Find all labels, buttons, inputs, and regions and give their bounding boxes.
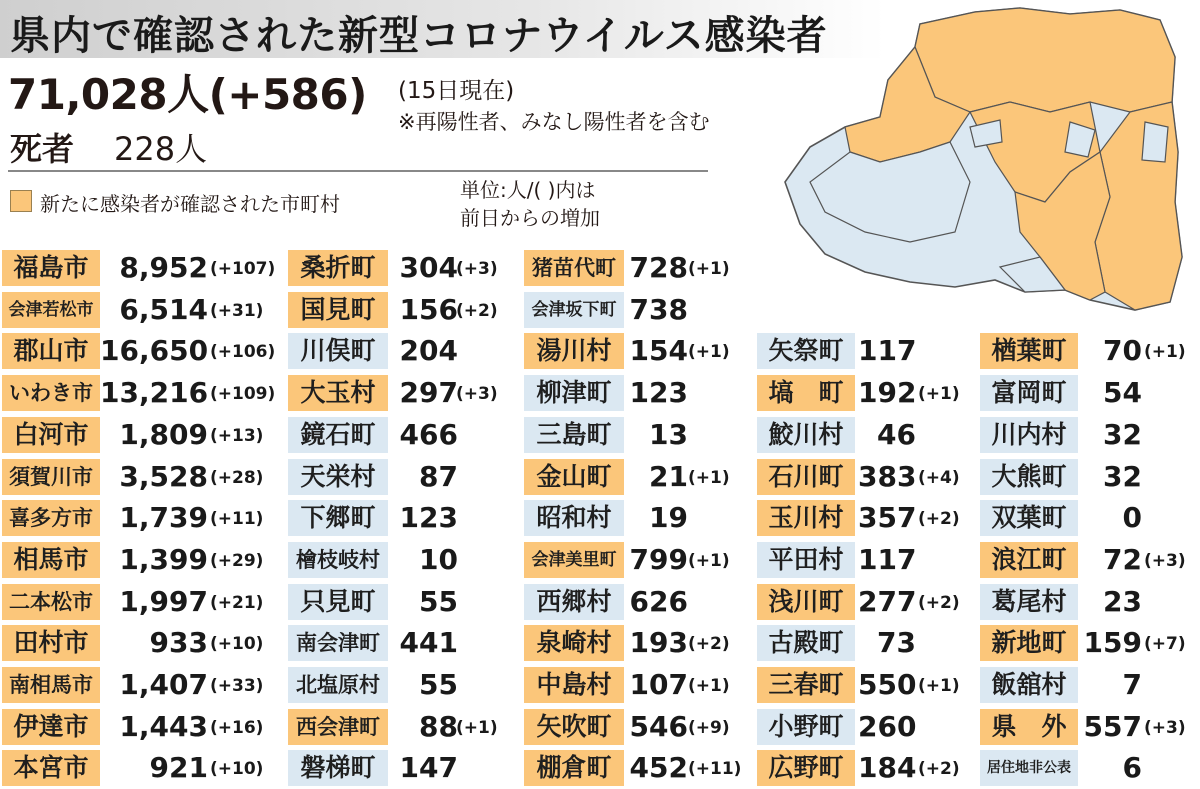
municipality-name: 大玉村: [288, 375, 388, 411]
municipality-name: 郡山市: [2, 333, 100, 369]
municipality-name: 会津美里町: [524, 542, 624, 578]
municipality-name: 川内村: [980, 417, 1078, 453]
case-count: 88: [419, 709, 458, 743]
case-count: 147: [399, 751, 458, 785]
daily-increase: (+1): [456, 717, 498, 738]
case-count: 13: [649, 417, 688, 451]
municipality-name: 川俣町: [288, 333, 388, 369]
inclusion-note: ※再陽性者、みなし陽性者を含む: [398, 110, 710, 134]
municipality-name: 会津坂下町: [524, 292, 624, 328]
total-cases: 71,028人(+586): [8, 70, 367, 119]
case-count: 204: [399, 334, 458, 368]
case-count: 32: [1103, 459, 1142, 493]
municipality-name: 猪苗代町: [524, 250, 624, 286]
case-count: 1,739: [119, 501, 208, 535]
case-count: 159: [1083, 626, 1142, 660]
case-count: 8,952: [119, 251, 208, 284]
as-of-date: (15日現在): [398, 78, 515, 104]
municipality-name: 鮫川村: [757, 417, 855, 453]
municipality-name: 田村市: [2, 625, 100, 661]
case-count: 728: [629, 251, 688, 284]
daily-increase: (+11): [688, 759, 742, 780]
municipality-name: 下郷町: [288, 500, 388, 536]
municipality-name: 平田村: [757, 542, 855, 578]
municipality-name: 古殿町: [757, 625, 855, 661]
municipality-name: 檜枝岐村: [288, 542, 388, 578]
case-count: 557: [1083, 709, 1142, 743]
municipality-name: 居住地非公表: [980, 750, 1078, 786]
daily-increase: (+33): [210, 676, 264, 696]
case-count: 19: [649, 501, 688, 535]
daily-increase: (+11): [210, 509, 264, 530]
case-count: 921: [149, 751, 208, 785]
daily-increase: (+1): [688, 259, 730, 279]
daily-increase: (+29): [210, 550, 264, 571]
municipality-name: 矢吹町: [524, 709, 624, 745]
fukushima-map: [770, 2, 1200, 322]
case-count: 277: [858, 584, 917, 618]
municipality-name: 北塩原村: [288, 667, 388, 703]
case-count: 7: [1122, 668, 1142, 701]
daily-increase: (+21): [210, 592, 264, 613]
municipality-name: 桑折町: [288, 250, 388, 286]
municipality-name: 石川町: [757, 459, 855, 495]
case-count: 6: [1122, 751, 1142, 785]
case-count: 55: [419, 668, 458, 701]
divider: [8, 170, 708, 172]
case-count: 192: [858, 376, 917, 410]
municipality-name: 柳津町: [524, 375, 624, 411]
daily-increase: (+2): [688, 634, 730, 655]
case-count: 72: [1103, 542, 1142, 576]
municipality-name: 磐梯町: [288, 750, 388, 786]
case-count: 304: [399, 251, 458, 284]
unit-note-line-1: 単位:人/( )内は: [460, 178, 596, 202]
case-count: 297: [399, 376, 458, 410]
municipality-name: 大熊町: [980, 459, 1078, 495]
map-region-coast-small: [1142, 122, 1168, 162]
daily-increase: (+7): [1144, 634, 1186, 655]
municipality-name: 会津若松市: [2, 292, 100, 328]
deaths-label: 死者: [10, 130, 75, 168]
case-count: 550: [858, 668, 917, 701]
case-count: 107: [629, 668, 688, 701]
daily-increase: (+1): [688, 467, 730, 488]
page-title: 県内で確認された新型コロナウイルス感染者: [10, 13, 828, 59]
daily-increase: (+2): [918, 592, 960, 613]
case-count: 1,809: [119, 417, 208, 451]
case-count: 6,514: [119, 292, 208, 326]
case-count: 626: [629, 584, 688, 618]
municipality-name: 西会津町: [288, 709, 388, 745]
case-count: 123: [629, 376, 688, 410]
municipality-name: 富岡町: [980, 375, 1078, 411]
municipality-name: 二本松市: [2, 584, 100, 620]
municipality-name: 棚倉町: [524, 750, 624, 786]
daily-increase: (+2): [918, 759, 960, 780]
municipality-name: 泉崎村: [524, 625, 624, 661]
municipality-name: 白河市: [2, 417, 100, 453]
daily-increase: (+3): [1144, 717, 1186, 738]
case-count: 117: [858, 542, 917, 576]
daily-increase: (+1): [1144, 342, 1186, 363]
municipality-name: 昭和村: [524, 500, 624, 536]
municipality-name: 伊達市: [2, 709, 100, 745]
case-count: 10: [419, 542, 458, 576]
municipality-name: 本宮市: [2, 750, 100, 786]
case-count: 1,443: [119, 709, 208, 743]
municipality-name: 浅川町: [757, 584, 855, 620]
legend-swatch: [10, 190, 32, 212]
case-count: 54: [1103, 376, 1142, 410]
unit-note-line-2: 前日からの増加: [460, 206, 600, 230]
municipality-name: 浪江町: [980, 542, 1078, 578]
municipality-name: 葛尾村: [980, 584, 1078, 620]
case-count: 1,997: [119, 584, 208, 618]
case-count: 933: [149, 626, 208, 660]
daily-increase: (+3): [1144, 550, 1186, 571]
case-count: 0: [1122, 501, 1142, 535]
daily-increase: (+13): [210, 425, 264, 446]
municipality-name: 福島市: [2, 250, 100, 286]
daily-increase: (+107): [210, 259, 276, 279]
case-count: 357: [858, 501, 917, 535]
daily-increase: (+106): [210, 342, 276, 363]
case-count: 3,528: [119, 459, 208, 493]
daily-increase: (+28): [210, 467, 264, 488]
daily-increase: (+9): [688, 717, 730, 738]
case-count: 383: [858, 459, 917, 493]
daily-increase: (+2): [918, 509, 960, 530]
municipality-name: 湯川村: [524, 333, 624, 369]
case-count: 466: [399, 417, 458, 451]
case-count: 1,399: [119, 542, 208, 576]
case-count: 546: [629, 709, 688, 743]
municipality-name: 中島村: [524, 667, 624, 703]
case-count: 73: [877, 626, 916, 660]
case-count: 87: [419, 459, 458, 493]
daily-increase: (+1): [688, 342, 730, 363]
municipality-name: 楢葉町: [980, 333, 1078, 369]
case-count: 260: [858, 709, 917, 743]
daily-increase: (+10): [210, 759, 264, 780]
municipality-name: 矢祭町: [757, 333, 855, 369]
municipality-name: 双葉町: [980, 500, 1078, 536]
municipality-name: 金山町: [524, 459, 624, 495]
municipality-name: 飯舘村: [980, 667, 1078, 703]
daily-increase: (+1): [688, 676, 730, 696]
case-count: 156: [399, 292, 458, 326]
case-count: 32: [1103, 417, 1142, 451]
daily-increase: (+1): [918, 384, 960, 405]
deaths-value: 228人: [114, 130, 208, 168]
case-count: 193: [629, 626, 688, 660]
municipality-name: 国見町: [288, 292, 388, 328]
municipality-name: 新地町: [980, 625, 1078, 661]
unit-note: [460, 176, 600, 232]
municipality-name: 鏡石町: [288, 417, 388, 453]
municipality-name: 只見町: [288, 584, 388, 620]
municipality-name: 喜多方市: [2, 500, 100, 536]
municipality-name: 玉川村: [757, 500, 855, 536]
case-count: 123: [399, 501, 458, 535]
daily-increase: (+1): [688, 550, 730, 571]
case-count: 46: [877, 417, 916, 451]
case-count: 117: [858, 334, 917, 368]
case-count: 23: [1103, 584, 1142, 618]
daily-increase: (+3): [456, 259, 498, 279]
municipality-name: 南相馬市: [2, 667, 100, 703]
case-count: 738: [629, 292, 688, 326]
municipality-name: 三春町: [757, 667, 855, 703]
municipality-name: 相馬市: [2, 542, 100, 578]
case-count: 452: [629, 751, 688, 785]
daily-increase: (+1): [918, 676, 960, 696]
case-count: 154: [629, 334, 688, 368]
case-count: 441: [399, 626, 458, 660]
case-count: 13,216: [100, 376, 209, 410]
case-count: 21: [649, 459, 688, 493]
municipality-name: 塙 町: [757, 375, 855, 411]
daily-increase: (+31): [210, 300, 264, 321]
municipality-name: 須賀川市: [2, 459, 100, 495]
municipality-name: いわき市: [2, 375, 100, 411]
case-count: 55: [419, 584, 458, 618]
daily-increase: (+16): [210, 717, 264, 738]
legend-label: 新たに感染者が確認された市町村: [40, 192, 340, 216]
municipality-name: 天栄村: [288, 459, 388, 495]
daily-increase: (+10): [210, 634, 264, 655]
municipality-name: 西郷村: [524, 584, 624, 620]
municipality-name: 小野町: [757, 709, 855, 745]
municipality-name: 広野町: [757, 750, 855, 786]
case-count: 184: [858, 751, 917, 785]
case-count: 16,650: [100, 334, 209, 368]
map-region-north: [915, 8, 1175, 112]
municipality-name: 三島町: [524, 417, 624, 453]
case-count: 70: [1103, 334, 1142, 368]
municipality-name: 県 外: [980, 709, 1078, 745]
daily-increase: (+2): [456, 300, 498, 321]
case-count: 1,407: [119, 668, 208, 701]
daily-increase: (+3): [456, 384, 498, 405]
daily-increase: (+4): [918, 467, 960, 488]
municipality-name: 南会津町: [288, 625, 388, 661]
daily-increase: (+109): [210, 384, 276, 405]
case-count: 799: [629, 542, 688, 576]
